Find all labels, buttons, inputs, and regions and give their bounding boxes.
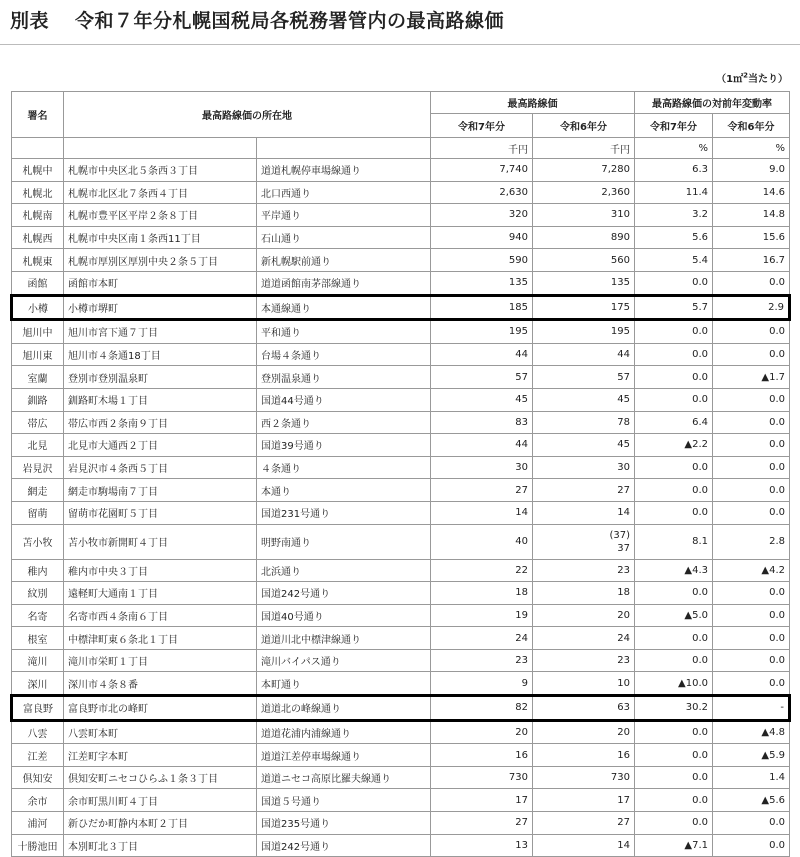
cell-change-r6: 0.0	[713, 320, 790, 344]
price-table	[10, 91, 791, 857]
cell-change-r6: 0.0	[713, 672, 790, 696]
cell-price-r7: 17	[431, 789, 533, 812]
cell-change-r7: 5.7	[635, 295, 713, 320]
cell-street: 新札幌駅前通り	[257, 249, 431, 272]
cell-address: 網走市駒場南７丁目	[64, 479, 257, 502]
cell-change-r7: 30.2	[635, 696, 713, 721]
cell-price-r6: 16	[533, 744, 635, 767]
cell-office: 倶知安	[12, 766, 64, 789]
header-change-r7: 令和7年分	[635, 114, 713, 138]
cell-change-r7: ▲2.2	[635, 434, 713, 457]
header-change-r6: 令和6年分	[713, 114, 790, 138]
cell-change-r7: 5.6	[635, 226, 713, 249]
cell-street: 道道函館南茅部線通り	[257, 271, 431, 295]
table-row	[12, 434, 790, 457]
unit-note: （1㎡$^2$当たり）	[716, 71, 788, 85]
cell-price-r6: 27	[533, 812, 635, 835]
cell-price-r6: 560	[533, 249, 635, 272]
cell-price-r6: 7,280	[533, 159, 635, 182]
cell-office: 富良野	[12, 696, 64, 721]
cell-price-r7: 940	[431, 226, 533, 249]
cell-change-r7: 6.3	[635, 159, 713, 182]
cell-price-r7: 27	[431, 479, 533, 502]
cell-street: 道道北の峰線通り	[257, 696, 431, 721]
cell-address: 札幌市中央区北５条西３丁目	[64, 159, 257, 182]
cell-office: 札幌南	[12, 204, 64, 227]
cell-price-r6: 63	[533, 696, 635, 721]
cell-price-r6: 195	[533, 320, 635, 344]
cell-address: 中標津町東６条北１丁目	[64, 627, 257, 650]
cell-change-r7: 0.0	[635, 366, 713, 389]
cell-change-r6: 2.8	[713, 524, 790, 559]
cell-price-r7: 24	[431, 627, 533, 650]
cell-price-r7: 22	[431, 559, 533, 582]
cell-office: 余市	[12, 789, 64, 812]
cell-price-r6: 135	[533, 271, 635, 295]
header-price-group: 最高路線価	[431, 92, 635, 114]
cell-change-r6: 0.0	[713, 627, 790, 650]
cell-price-r6: 44	[533, 343, 635, 366]
table-row	[12, 789, 790, 812]
table-row	[12, 181, 790, 204]
unit-price-r6: 千円	[533, 138, 635, 159]
cell-price-r7: 40	[431, 524, 533, 559]
cell-change-r6: ▲5.6	[713, 789, 790, 812]
cell-office: 滝川	[12, 649, 64, 672]
cell-price-r7: 16	[431, 744, 533, 767]
table-row	[12, 524, 790, 559]
cell-street: 本通線通り	[257, 295, 431, 320]
cell-price-r7: 44	[431, 343, 533, 366]
cell-street: 明野南通り	[257, 524, 431, 559]
cell-office: 留萌	[12, 501, 64, 524]
cell-address: 苫小牧市新開町４丁目	[64, 524, 257, 559]
cell-office: 江差	[12, 744, 64, 767]
table-row	[12, 456, 790, 479]
cell-change-r7: 8.1	[635, 524, 713, 559]
cell-price-r7: 7,740	[431, 159, 533, 182]
cell-street: 道道札幌停車場線通り	[257, 159, 431, 182]
cell-change-r6: ▲4.8	[713, 720, 790, 744]
table-row	[12, 812, 790, 835]
cell-change-r7: 0.0	[635, 812, 713, 835]
cell-change-r6: ▲5.9	[713, 744, 790, 767]
cell-office: 十勝池田	[12, 834, 64, 857]
cell-street: 本通り	[257, 479, 431, 502]
cell-street: 道道ニセコ高原比羅夫線通り	[257, 766, 431, 789]
cell-price-r7: 9	[431, 672, 533, 696]
cell-price-r7: 57	[431, 366, 533, 389]
cell-price-r6: 2,360	[533, 181, 635, 204]
cell-street: 平岸通り	[257, 204, 431, 227]
cell-price-r6: 14	[533, 834, 635, 857]
cell-address: 稚内市中央３丁目	[64, 559, 257, 582]
table-row	[12, 159, 790, 182]
cell-office: 苫小牧	[12, 524, 64, 559]
cell-street: 石山通り	[257, 226, 431, 249]
cell-office: 札幌中	[12, 159, 64, 182]
cell-price-r6-paren: (37)	[609, 529, 630, 541]
cell-address: 札幌市北区北７条西４丁目	[64, 181, 257, 204]
cell-change-r6: 1.4	[713, 766, 790, 789]
cell-address: 滝川市栄町１丁目	[64, 649, 257, 672]
table-row	[12, 720, 790, 744]
cell-change-r6: 15.6	[713, 226, 790, 249]
cell-change-r6: 0.0	[713, 271, 790, 295]
cell-change-r7: 5.4	[635, 249, 713, 272]
cell-address: 本別町北３丁目	[64, 834, 257, 857]
table-row	[12, 320, 790, 344]
cell-change-r7: 0.0	[635, 320, 713, 344]
cell-price-r7: 195	[431, 320, 533, 344]
cell-street: 道道花浦内浦線通り	[257, 720, 431, 744]
cell-price-r6: 10	[533, 672, 635, 696]
cell-price-r7: 45	[431, 388, 533, 411]
unit-note-post: 当たり）	[748, 74, 788, 85]
cell-price-r6: 14	[533, 501, 635, 524]
cell-street: 平和通り	[257, 320, 431, 344]
cell-price-r7: 2,630	[431, 181, 533, 204]
cell-price-r7: 730	[431, 766, 533, 789]
cell-change-r6: 0.0	[713, 582, 790, 605]
cell-change-r6: 0.0	[713, 456, 790, 479]
cell-address: 倶知安町ニセコひらふ１条３丁目	[64, 766, 257, 789]
table-row	[12, 388, 790, 411]
cell-change-r6: 0.0	[713, 411, 790, 434]
cell-office: 旭川東	[12, 343, 64, 366]
cell-price-r6-value: 37	[617, 542, 630, 554]
cell-office: 八雲	[12, 720, 64, 744]
cell-change-r6: 14.8	[713, 204, 790, 227]
table-row	[12, 271, 790, 295]
cell-change-r6: -	[713, 696, 790, 721]
cell-change-r6: 0.0	[713, 343, 790, 366]
page-title	[10, 6, 504, 33]
cell-change-r7: 0.0	[635, 456, 713, 479]
table-row	[12, 295, 790, 320]
cell-change-r7: ▲10.0	[635, 672, 713, 696]
cell-price-r6: 78	[533, 411, 635, 434]
cell-office: 北見	[12, 434, 64, 457]
cell-change-r7: 6.4	[635, 411, 713, 434]
cell-office: 札幌北	[12, 181, 64, 204]
cell-address: 新ひだか町静内本町２丁目	[64, 812, 257, 835]
table-row	[12, 204, 790, 227]
table-row	[12, 366, 790, 389]
cell-change-r7: 0.0	[635, 627, 713, 650]
cell-change-r7: 0.0	[635, 582, 713, 605]
cell-street: 国道235号通り	[257, 812, 431, 835]
cell-street: 道道川北中標津線通り	[257, 627, 431, 650]
cell-street: 国道39号通り	[257, 434, 431, 457]
cell-address: 小樽市堺町	[64, 295, 257, 320]
cell-change-r7: ▲4.3	[635, 559, 713, 582]
table-row	[12, 479, 790, 502]
cell-change-r6: 9.0	[713, 159, 790, 182]
cell-change-r7: 0.0	[635, 649, 713, 672]
table-row	[12, 627, 790, 650]
cell-street: ４条通り	[257, 456, 431, 479]
table-row	[12, 649, 790, 672]
unit-price-r7: 千円	[431, 138, 533, 159]
cell-change-r6: 2.9	[713, 295, 790, 320]
cell-office: 小樽	[12, 295, 64, 320]
cell-price-r7: 19	[431, 604, 533, 627]
header-office: 署名	[12, 92, 64, 138]
unit-change-r6: %	[713, 138, 790, 159]
cell-price-r7: 18	[431, 582, 533, 605]
cell-office: 帯広	[12, 411, 64, 434]
cell-address: 帯広市西２条南９丁目	[64, 411, 257, 434]
cell-change-r7: 0.0	[635, 744, 713, 767]
cell-change-r6: 0.0	[713, 604, 790, 627]
cell-price-r7: 23	[431, 649, 533, 672]
cell-price-r6: 17	[533, 789, 635, 812]
cell-address: 八雲町本町	[64, 720, 257, 744]
cell-street: 北浜通り	[257, 559, 431, 582]
cell-address: 函館市本町	[64, 271, 257, 295]
cell-price-r6: 18	[533, 582, 635, 605]
cell-address: 登別市登別温泉町	[64, 366, 257, 389]
cell-price-r6	[533, 524, 635, 559]
cell-address: 旭川市宮下通７丁目	[64, 320, 257, 344]
cell-address: 留萌市花園町５丁目	[64, 501, 257, 524]
cell-address: 遠軽町大通南１丁目	[64, 582, 257, 605]
table-row	[12, 411, 790, 434]
cell-price-r7: 44	[431, 434, 533, 457]
cell-change-r7: 0.0	[635, 766, 713, 789]
cell-change-r7: 0.0	[635, 501, 713, 524]
unit-change-r7: %	[635, 138, 713, 159]
cell-change-r6: ▲1.7	[713, 366, 790, 389]
cell-address: 札幌市中央区南１条西11丁目	[64, 226, 257, 249]
cell-change-r6: 0.0	[713, 479, 790, 502]
cell-change-r6: 14.6	[713, 181, 790, 204]
cell-price-r7: 82	[431, 696, 533, 721]
cell-price-r6: 23	[533, 559, 635, 582]
cell-address: 富良野市北の峰町	[64, 696, 257, 721]
table-row	[12, 604, 790, 627]
cell-street: 北口西通り	[257, 181, 431, 204]
cell-street: 国道44号通り	[257, 388, 431, 411]
cell-street: 滝川バイパス通り	[257, 649, 431, 672]
cell-price-r7: 590	[431, 249, 533, 272]
cell-change-r7: ▲5.0	[635, 604, 713, 627]
cell-office: 札幌東	[12, 249, 64, 272]
cell-change-r7: 11.4	[635, 181, 713, 204]
cell-address: 旭川市４条通18丁目	[64, 343, 257, 366]
cell-street: 国道40号通り	[257, 604, 431, 627]
cell-change-r6: 0.0	[713, 434, 790, 457]
cell-street: 国道242号通り	[257, 582, 431, 605]
cell-price-r6: 27	[533, 479, 635, 502]
table-row	[12, 501, 790, 524]
cell-office: 釧路	[12, 388, 64, 411]
cell-price-r6: 175	[533, 295, 635, 320]
cell-street: 本町通り	[257, 672, 431, 696]
header-price-r7: 令和7年分	[431, 114, 533, 138]
table-row	[12, 744, 790, 767]
cell-change-r7: 0.0	[635, 720, 713, 744]
cell-change-r6: 0.0	[713, 812, 790, 835]
cell-price-r7: 185	[431, 295, 533, 320]
cell-street: 西２条通り	[257, 411, 431, 434]
cell-office: 網走	[12, 479, 64, 502]
cell-price-r6: 310	[533, 204, 635, 227]
cell-address: 札幌市豊平区平岸２条８丁目	[64, 204, 257, 227]
cell-price-r7: 30	[431, 456, 533, 479]
cell-address: 札幌市厚別区厚別中央２条５丁目	[64, 249, 257, 272]
cell-price-r6: 24	[533, 627, 635, 650]
cell-street: 国道242号通り	[257, 834, 431, 857]
cell-change-r7: 0.0	[635, 271, 713, 295]
cell-price-r6: 890	[533, 226, 635, 249]
table-row	[12, 582, 790, 605]
cell-office: 名寄	[12, 604, 64, 627]
cell-change-r6: 0.0	[713, 649, 790, 672]
cell-change-r7: 0.0	[635, 388, 713, 411]
cell-price-r6: 730	[533, 766, 635, 789]
cell-address: 釧路町木場１丁目	[64, 388, 257, 411]
table-row	[12, 249, 790, 272]
cell-office: 根室	[12, 627, 64, 650]
cell-office: 室蘭	[12, 366, 64, 389]
cell-price-r6: 45	[533, 388, 635, 411]
cell-price-r7: 135	[431, 271, 533, 295]
cell-address: 岩見沢市４条西５丁目	[64, 456, 257, 479]
table-row	[12, 766, 790, 789]
table-row	[12, 226, 790, 249]
cell-price-r6: 20	[533, 720, 635, 744]
cell-change-r6: 0.0	[713, 501, 790, 524]
cell-office: 旭川中	[12, 320, 64, 344]
cell-change-r6: 0.0	[713, 388, 790, 411]
header-location: 最高路線価の所在地	[64, 92, 431, 138]
cell-street: 国道231号通り	[257, 501, 431, 524]
cell-change-r7: ▲7.1	[635, 834, 713, 857]
unit-row	[12, 138, 790, 159]
header-change-group: 最高路線価の対前年変動率	[635, 92, 790, 114]
cell-change-r6: ▲4.2	[713, 559, 790, 582]
cell-office: 岩見沢	[12, 456, 64, 479]
cell-address: 名寄市西４条南６丁目	[64, 604, 257, 627]
cell-price-r6: 45	[533, 434, 635, 457]
cell-change-r7: 0.0	[635, 789, 713, 812]
table-row	[12, 559, 790, 582]
cell-address: 北見市大通西２丁目	[64, 434, 257, 457]
cell-street: 台場４条通り	[257, 343, 431, 366]
cell-office: 深川	[12, 672, 64, 696]
cell-change-r7: 0.0	[635, 479, 713, 502]
table-row	[12, 672, 790, 696]
table-row	[12, 834, 790, 857]
title-label: 別表	[10, 10, 50, 32]
header-price-r6: 令和6年分	[533, 114, 635, 138]
cell-price-r6: 20	[533, 604, 635, 627]
table-row	[12, 696, 790, 721]
cell-price-r6: 57	[533, 366, 635, 389]
cell-change-r7: 0.0	[635, 343, 713, 366]
unit-note-pre: （1㎡	[716, 74, 744, 85]
table-row	[12, 343, 790, 366]
cell-office: 札幌西	[12, 226, 64, 249]
cell-address: 深川市４条８番	[64, 672, 257, 696]
cell-office: 函館	[12, 271, 64, 295]
cell-street: 国道５号通り	[257, 789, 431, 812]
cell-price-r7: 320	[431, 204, 533, 227]
cell-address: 江差町字本町	[64, 744, 257, 767]
cell-price-r7: 83	[431, 411, 533, 434]
cell-change-r6: 16.7	[713, 249, 790, 272]
cell-price-r7: 13	[431, 834, 533, 857]
cell-address: 余市町黒川町４丁目	[64, 789, 257, 812]
cell-change-r7: 3.2	[635, 204, 713, 227]
cell-street: 道道江差停車場線通り	[257, 744, 431, 767]
cell-office: 紋別	[12, 582, 64, 605]
cell-price-r7: 27	[431, 812, 533, 835]
title-divider	[0, 44, 800, 45]
cell-price-r7: 20	[431, 720, 533, 744]
cell-price-r6: 23	[533, 649, 635, 672]
cell-price-r6: 30	[533, 456, 635, 479]
cell-street: 登別温泉通り	[257, 366, 431, 389]
cell-office: 浦河	[12, 812, 64, 835]
cell-price-r7: 14	[431, 501, 533, 524]
cell-change-r6: 0.0	[713, 834, 790, 857]
cell-office: 稚内	[12, 559, 64, 582]
title-text: 令和７年分札幌国税局各税務署管内の最高路線価	[75, 10, 505, 32]
